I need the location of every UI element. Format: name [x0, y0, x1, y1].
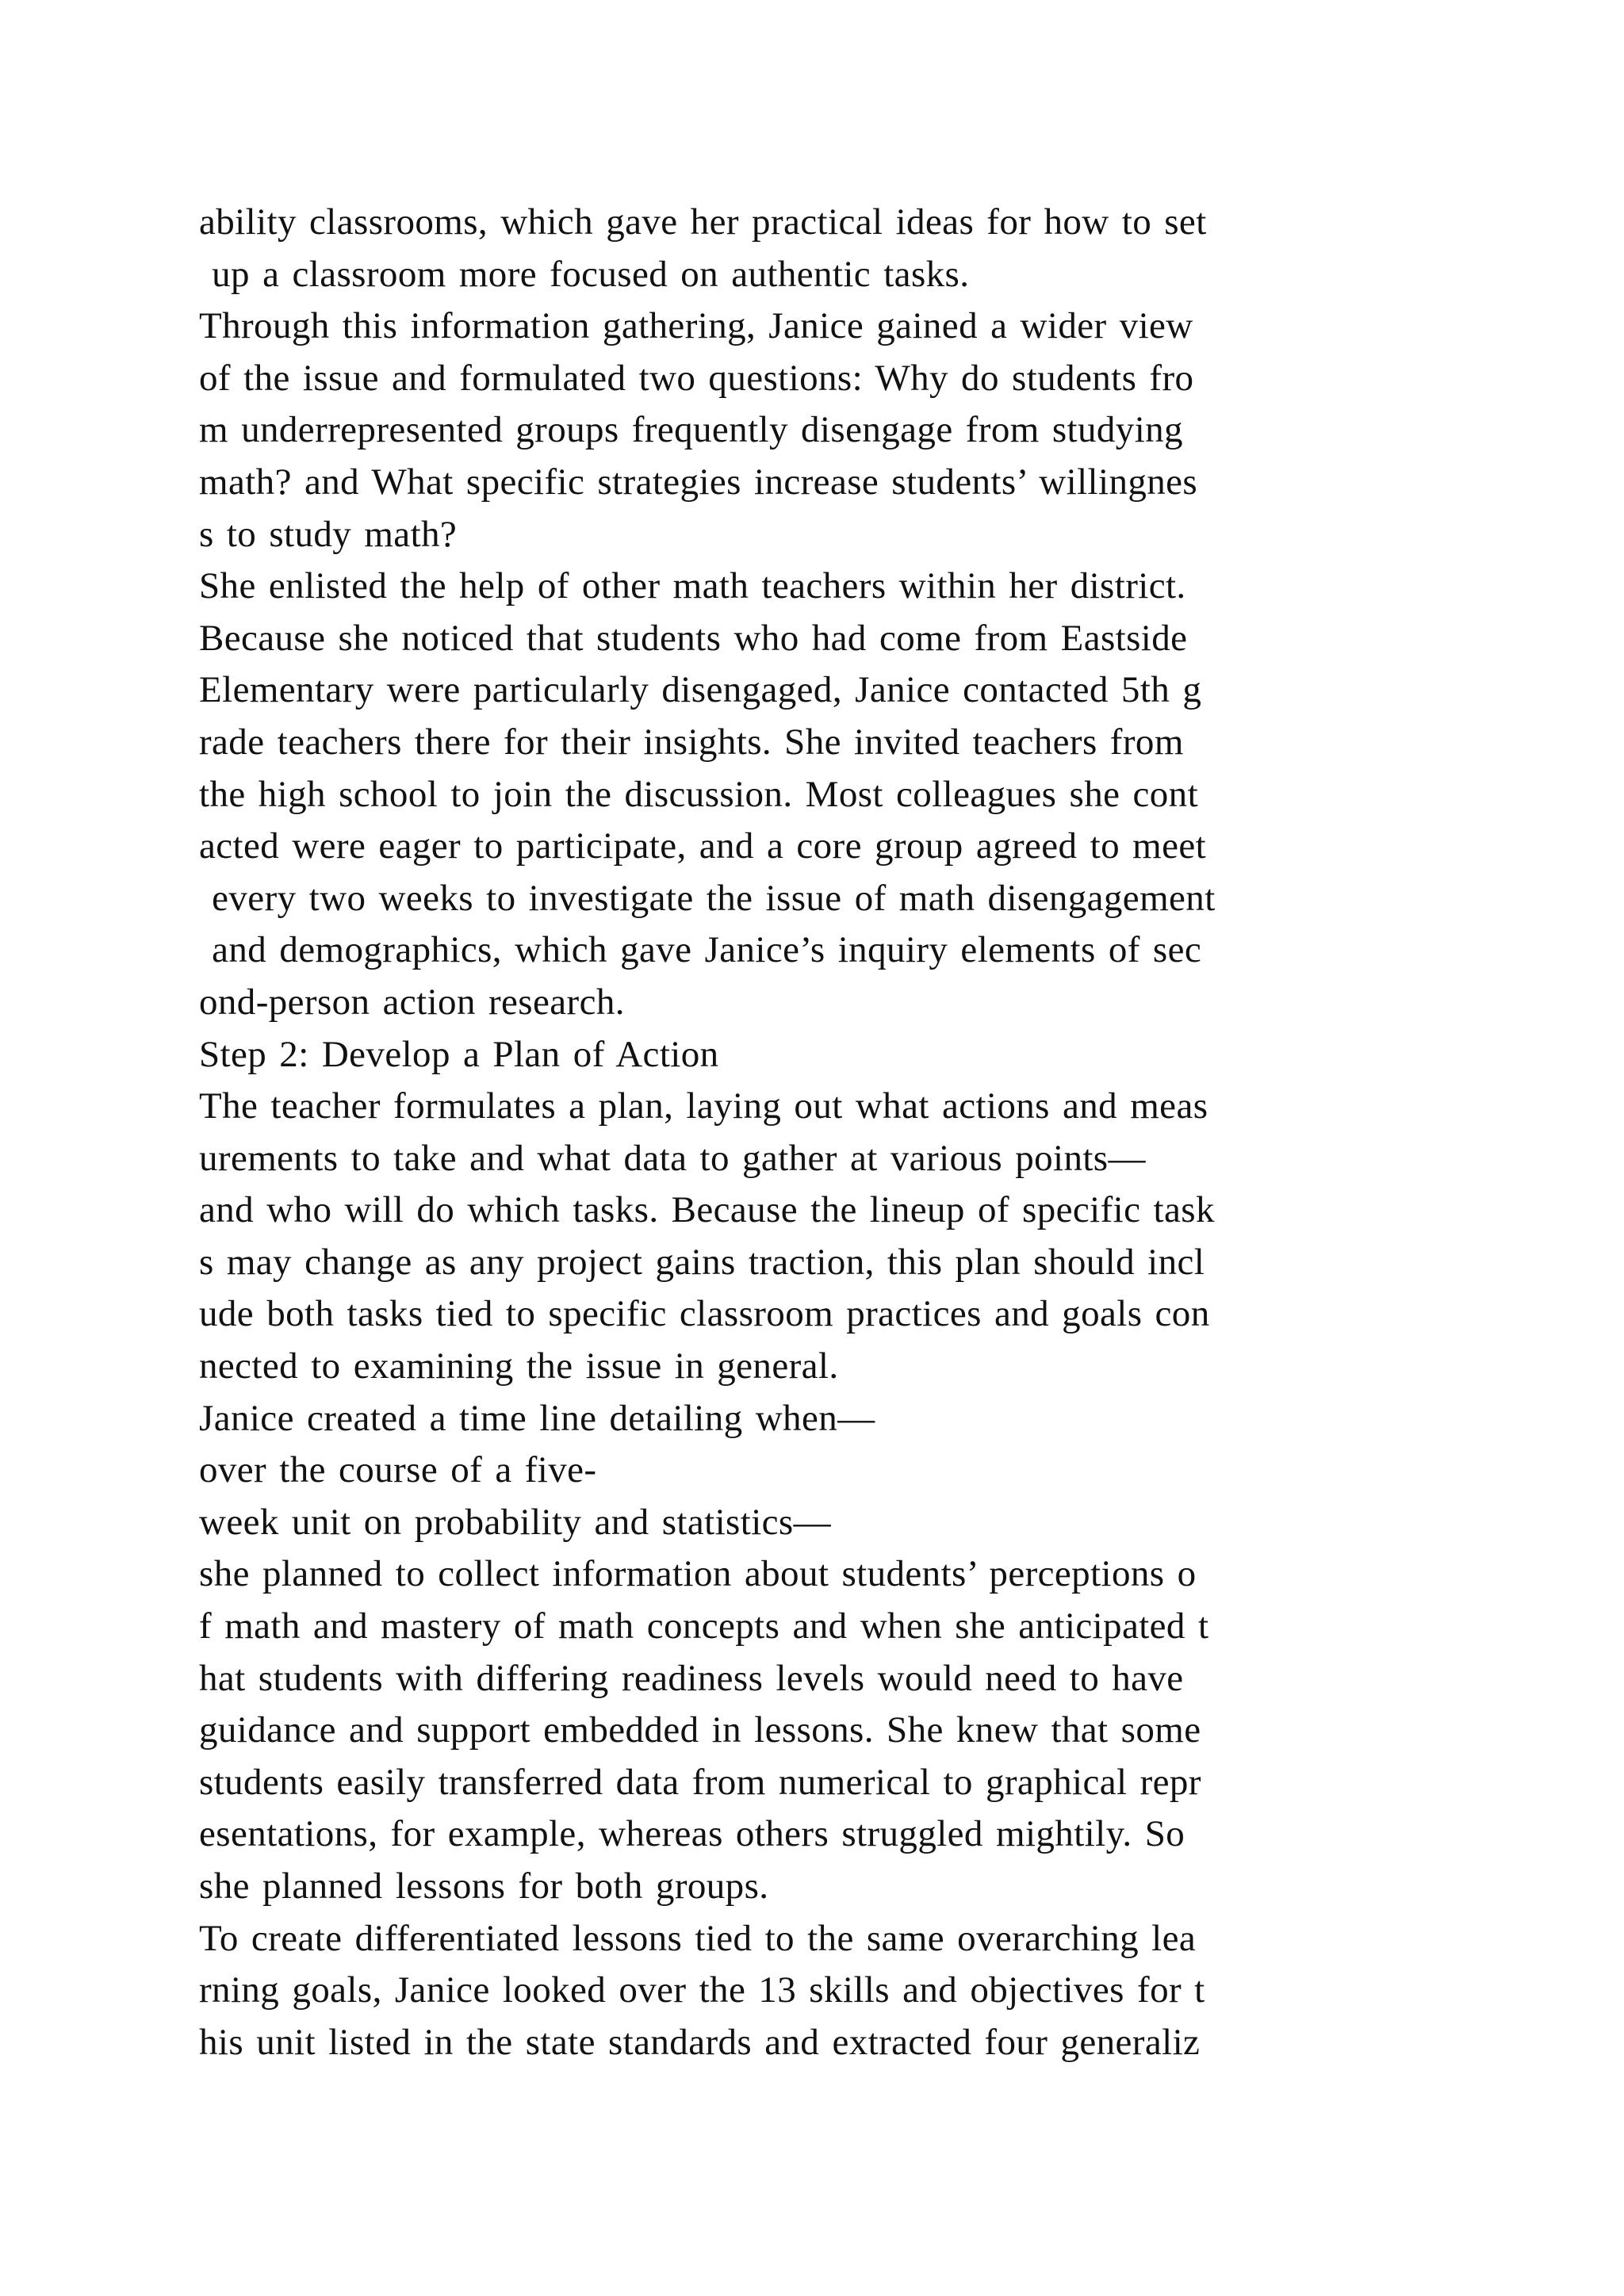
text-line: math? and What specific strategies increase students’ willingnes	[199, 461, 1198, 503]
text-line: week unit on probability and statistics—	[199, 1501, 832, 1543]
text-line: Janice created a time line detailing when—	[199, 1397, 875, 1439]
text-line: ond-person action research.	[199, 981, 625, 1023]
text-line: nected to examining the issue in general.	[199, 1345, 839, 1387]
text-line: every two weeks to investigate the issue of math disengagement	[199, 877, 1216, 919]
text-line: To create differentiated lessons tied to the same overarching lea	[199, 1917, 1197, 1959]
text-line: s may change as any project gains traction, this plan should incl	[199, 1241, 1205, 1283]
text-line: urements to take and what data to gather at various points—	[199, 1137, 1146, 1179]
text-line: his unit listed in the state standards and extracted four generaliz	[199, 2021, 1201, 2063]
text-line: Because she noticed that students who had come from Eastside	[199, 617, 1188, 659]
text-line: over the course of a five-	[199, 1449, 597, 1491]
text-line: s to study math?	[199, 513, 458, 555]
text-line: she planned to collect information about students’ perceptions o	[199, 1553, 1197, 1595]
text-line: guidance and support embedded in lessons. She knew that some	[199, 1709, 1201, 1751]
text-line: esentations, for example, whereas others struggled mightily. So	[199, 1813, 1185, 1855]
text-line: Through this information gathering, Janice gained a wider view	[199, 305, 1193, 347]
text-line: rade teachers there for their insights. She invited teachers from	[199, 721, 1184, 763]
text-line: and demographics, which gave Janice’s inquiry elements of sec	[199, 929, 1202, 971]
text-line: students easily transferred data from numerical to graphical repr	[199, 1761, 1201, 1803]
body-text	[199, 197, 1436, 2068]
text-line: f math and mastery of math concepts and when she anticipated t	[199, 1605, 1209, 1647]
text-line: hat students with differing readiness levels would need to have	[199, 1657, 1184, 1699]
text-line: ude both tasks tied to specific classroom practices and goals con	[199, 1293, 1210, 1335]
text-line: and who will do which tasks. Because the lineup of specific task	[199, 1189, 1215, 1231]
section-heading: Step 2: Develop a Plan of Action	[199, 1033, 719, 1075]
text-line: She enlisted the help of other math teachers within her district.	[199, 565, 1186, 607]
text-line: acted were eager to participate, and a core group agreed to meet	[199, 825, 1207, 867]
text-line: the high school to join the discussion. Most colleagues she cont	[199, 773, 1199, 815]
text-line: The teacher formulates a plan, laying out what actions and meas	[199, 1085, 1208, 1127]
text-line: m underrepresented groups frequently disengage from studying	[199, 409, 1183, 451]
text-line: Elementary were particularly disengaged, Janice contacted 5th g	[199, 669, 1202, 711]
text-line: up a classroom more focused on authentic tasks.	[199, 253, 970, 295]
text-line: she planned lessons for both groups.	[199, 1866, 769, 1907]
text-line: rning goals, Janice looked over the 13 skills and objectives for t	[199, 1969, 1205, 2011]
text-line: ability classrooms, which gave her practical ideas for how to set	[199, 201, 1207, 243]
text-line: of the issue and formulated two questions: Why do students fro	[199, 357, 1194, 399]
